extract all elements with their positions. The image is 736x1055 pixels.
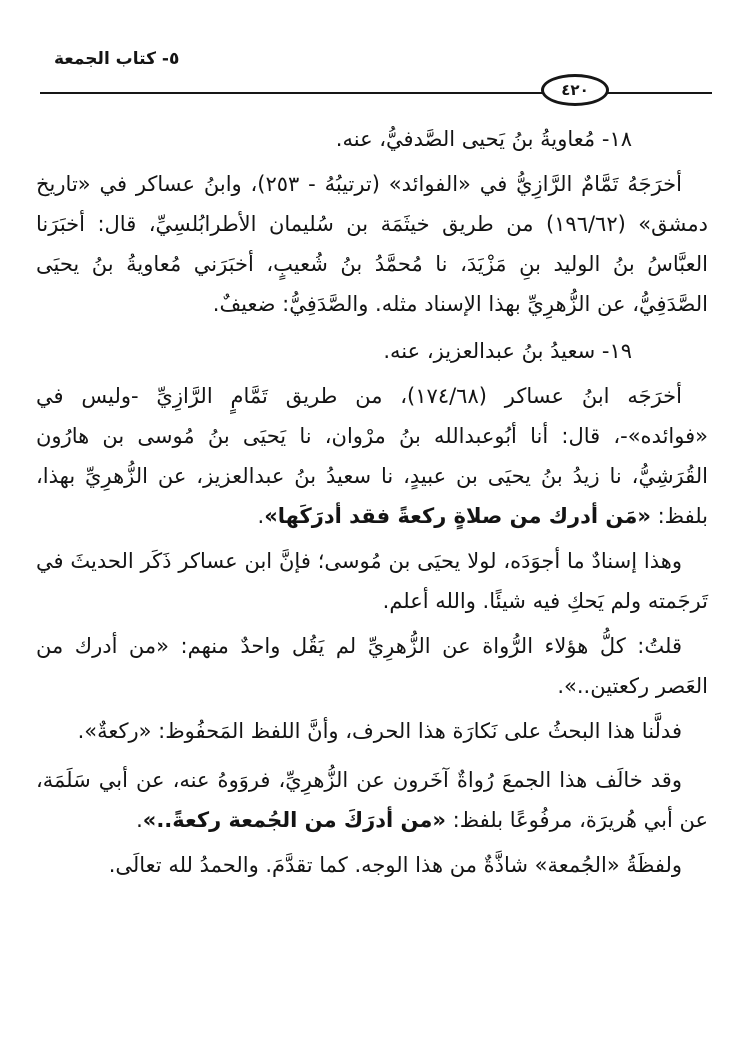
page-number-badge: ٤٢٠ bbox=[541, 74, 609, 106]
entry-18-heading: ١٨- مُعاويةُ بنُ يَحيى الصَّدفيُّ، عنه. bbox=[335, 127, 632, 151]
entry-19-period: . bbox=[257, 504, 265, 528]
entry-19-takhrij-text: أخرَجَه ابنُ عساكر (١٧٤/٦٨)، من طريق تَمَّامٍ الرَّازِيِّ -وليس في «فوائده»-، قال: أنا أبُوعبدالله بنُ مرْوان، نا يَحيَى بنُ مُوسى بن هارُون القُرَشِيُّ، نا زيدُ بنُ يحيَى بن عبيدٍ، نا سعيدُ بنُ عبدالعزيز، عن الزُّهرِيِّ بهذا، بلفظ: bbox=[36, 384, 708, 528]
qultu-comment-paragraph: قلتُ: كلُّ هؤلاء الرُّواة عن الزُّهرِيِّ لم يَقُل واحدٌ منهم: «من أدرك من العَصر ركعتين..». bbox=[36, 634, 708, 698]
isnad-comment-paragraph: وهذا إسنادٌ ما أجوَدَه، لولا يحيَى بن مُوسى؛ فإنَّ ابن عساكر ذَكَر الحديثَ في تَرجَمته ولم يَحكِ فيه شيئًا. والله أعلم. bbox=[36, 549, 708, 613]
khalaf-period: . bbox=[136, 808, 143, 832]
khalaf-text: وقد خالَف هذا الجمعَ رُواةٌ آخَرون عن الزُّهرِيِّ، فروَوهُ عنه، عن أبي سَلَمَة، عن أبي هُريرَة، مرفُوعًا بلفظ: bbox=[36, 768, 708, 832]
entry-18-takhrij-paragraph: أخرَجَهُ تَمَّامٌ الرَّازِيُّ في «الفوائد» (ترتيبُهُ - ٢٥٣)، وابنُ عساكر في «تاريخ دمشق» (١٩٦/٦٢) من طريق خيثَمَة بن سُليمان الأطرابُلسِيِّ، قال: أخبَرَنا العبَّاسُ بنُ الوليد بنِ مَزْيَدَ، نا مُحمَّدُ بنُ شُعيبٍ، أخبَرَني مُعاويةُ بنُ يحيَى الصَّدَفِيُّ، عن الزُّهرِيِّ بهذا الإسناد مثله. والصَّدَفِيُّ: ضعيفٌ. bbox=[36, 172, 708, 316]
nakara-conclusion-paragraph: فدلَّنا هذا البحثُ على نَكارَة هذا الحرف، وأنَّ اللفظ المَحفُوظ: «ركعةٌ». bbox=[77, 719, 682, 743]
header-rule bbox=[40, 92, 712, 94]
khalaf-hadith-quote: «من أدرَكَ من الجُمعة ركعةً..» bbox=[142, 808, 446, 832]
entry-19-hadith-quote: «مَن أدرك من صلاةٍ ركعةً فقد أدرَكَها» bbox=[264, 504, 651, 528]
khalaf-paragraph bbox=[36, 760, 708, 840]
entry-19-heading: ١٩- سعيدُ بنُ عبدالعزيز، عنه. bbox=[383, 339, 632, 363]
entry-19-takhrij-paragraph bbox=[36, 376, 708, 536]
page-content bbox=[36, 112, 708, 890]
closing-paragraph: ولفظَةُ «الجُمعة» شاذَّةٌ من هذا الوجه. كما تقدَّمَ. والحمدُ لله تعالَى. bbox=[108, 853, 682, 877]
running-head-book-section: ٥- كتاب الجمعة bbox=[54, 49, 180, 69]
